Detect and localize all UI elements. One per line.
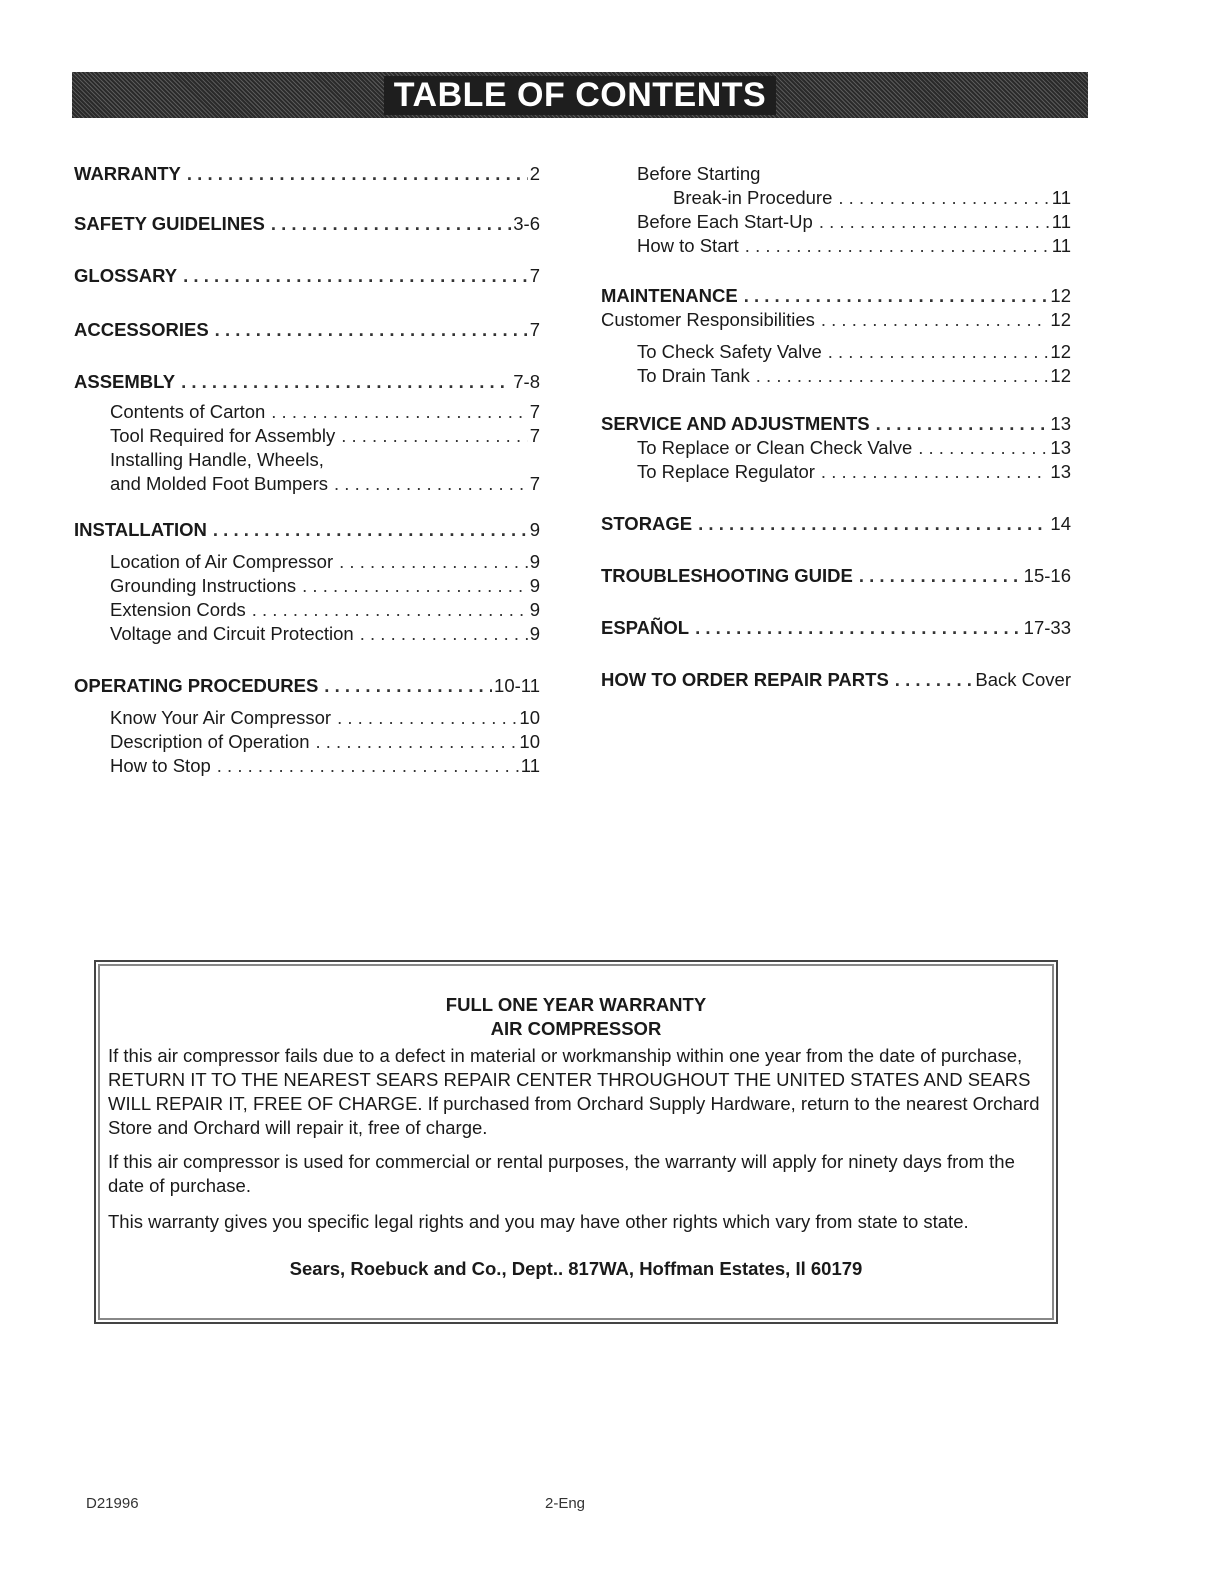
toc-entry-page: 9 xyxy=(529,519,540,540)
toc-entry-page: 12 xyxy=(1050,309,1071,330)
toc-entry xyxy=(601,616,1071,640)
toc-entry-label: MAINTENANCE xyxy=(601,285,738,306)
toc-leader-dots xyxy=(828,340,1049,364)
toc-leader-dots xyxy=(821,308,1049,332)
toc-leader-dots xyxy=(271,212,511,236)
toc-leader-dots xyxy=(745,234,1050,258)
toc-entry xyxy=(601,460,1071,484)
toc-leader-dots xyxy=(698,512,1048,536)
toc-entry-label: Tool Required for Assembly xyxy=(110,425,336,446)
toc-entry xyxy=(601,436,1071,460)
warranty-paragraph-3: This warranty gives you specific legal rights and you may have other rights which vary from state to state. xyxy=(108,1211,969,1232)
toc-leader-dots xyxy=(183,264,528,288)
toc-banner xyxy=(72,72,1088,118)
toc-entry xyxy=(74,400,540,424)
toc-entry-label: SAFETY GUIDELINES xyxy=(74,213,265,234)
toc-entry xyxy=(74,212,540,236)
toc-entry-label: ACCESSORIES xyxy=(74,319,209,340)
toc-entry xyxy=(74,622,540,646)
toc-entry xyxy=(601,284,1071,308)
toc-entry xyxy=(601,512,1071,536)
toc-entry-page: 10 xyxy=(519,707,540,728)
toc-entry-label: GLOSSARY xyxy=(74,265,178,286)
toc-leader-dots xyxy=(252,598,528,622)
toc-entry-label: To Check Safety Valve xyxy=(637,341,822,362)
toc-leader-dots xyxy=(334,472,528,496)
toc-entry-page: 11 xyxy=(520,755,540,776)
warranty-address: Sears, Roebuck and Co., Dept.. 817WA, Hoffman Estates, Il 60179 xyxy=(289,1258,863,1279)
toc-entry xyxy=(601,340,1071,364)
toc-entry xyxy=(601,668,1071,692)
document-number: D21996 xyxy=(86,1495,139,1512)
toc-leader-dots xyxy=(821,460,1049,484)
toc-entry-label: TROUBLESHOOTING GUIDE xyxy=(601,565,853,586)
toc-entry-label: How to Start xyxy=(637,235,739,256)
toc-entry-label: ASSEMBLY xyxy=(74,371,176,392)
toc-entry xyxy=(601,412,1071,436)
toc-entry-label: Location of Air Compressor xyxy=(110,551,334,572)
toc-entry-label: Before Each Start-Up xyxy=(637,211,813,232)
toc-entry-label: How to Stop xyxy=(110,755,211,776)
toc-entry-page: 11 xyxy=(1051,211,1071,232)
toc-entry-label: ESPAÑOL xyxy=(601,617,690,638)
toc-leader-dots xyxy=(756,364,1049,388)
toc-entry-page: 11 xyxy=(1051,235,1071,256)
toc-entry-page: 9 xyxy=(529,623,540,644)
toc-entry-label: WARRANTY xyxy=(74,163,181,184)
toc-entry xyxy=(601,186,1071,210)
warranty-paragraph-1: If this air compressor fails due to a defect in material or workmanship within one year from the date of purchase, RETURN IT TO THE NEAREST SEARS REPAIR CENTER THROUGHOUT THE UNITED STATES AND SEARS WILL REPAIR IT, FREE OF CHARGE. If purchased from Orchard Supply Hardware, return to the nearest Orchard Store and Orchard will repair it, free of charge. xyxy=(108,1045,1040,1138)
toc-entry xyxy=(74,162,540,186)
toc-leader-dots xyxy=(895,668,974,692)
toc-leader-dots xyxy=(302,574,528,598)
toc-entry-label: OPERATING PROCEDURES xyxy=(74,675,319,696)
toc-entry-page: 12 xyxy=(1050,365,1071,386)
toc-entry xyxy=(601,234,1071,258)
toc-entry xyxy=(74,318,540,342)
toc-leader-dots xyxy=(859,564,1022,588)
toc-entry-page: 14 xyxy=(1050,513,1071,534)
toc-entry xyxy=(74,754,540,778)
toc-entry xyxy=(601,564,1071,588)
toc-entry xyxy=(601,364,1071,388)
toc-entry xyxy=(74,706,540,730)
toc-entry-page: 3-6 xyxy=(513,213,540,234)
toc-entry xyxy=(74,518,540,542)
toc-entry-label: Grounding Instructions xyxy=(110,575,297,596)
toc-leader-dots xyxy=(337,706,517,730)
toc-entry-page: 7 xyxy=(529,473,540,494)
toc-entry-page: 12 xyxy=(1050,285,1071,306)
toc-entry xyxy=(74,370,540,394)
toc-entry-label: Contents of Carton xyxy=(110,401,266,422)
toc-entry-label: Description of Operation xyxy=(110,731,310,752)
banner-title: TABLE OF CONTENTS xyxy=(384,76,776,115)
toc-entry xyxy=(601,210,1071,234)
toc-entry-label: Break-in Procedure xyxy=(673,187,833,208)
toc-entry-label: SERVICE AND ADJUSTMENTS xyxy=(601,413,870,434)
toc-entry-page: 9 xyxy=(529,575,540,596)
toc-leader-dots xyxy=(181,370,511,394)
toc-entry-page: 13 xyxy=(1050,437,1071,458)
toc-entry xyxy=(74,674,540,698)
toc-entry-page: 9 xyxy=(529,551,540,572)
toc-entry-label: STORAGE xyxy=(601,513,693,534)
toc-entry-label: Voltage and Circuit Protection xyxy=(110,623,354,644)
toc-leader-dots xyxy=(341,424,528,448)
toc-entry-page: 7 xyxy=(529,401,540,422)
toc-entry-label: To Replace or Clean Check Valve xyxy=(637,437,913,458)
warranty-heading: FULL ONE YEAR WARRANTY xyxy=(445,994,707,1015)
toc-entry xyxy=(74,574,540,598)
toc-entry-page: Back Cover xyxy=(975,669,1071,690)
toc-leader-dots xyxy=(271,400,527,424)
toc-entry-label: and Molded Foot Bumpers xyxy=(110,473,329,494)
page-number: 2-Eng xyxy=(545,1495,586,1512)
toc-entry xyxy=(74,550,540,574)
toc-leader-dots xyxy=(187,162,528,186)
toc-leader-dots xyxy=(819,210,1050,234)
toc-leader-dots xyxy=(213,518,528,542)
toc-entry-label: To Replace Regulator xyxy=(637,461,815,482)
toc-entry-label: Know Your Air Compressor xyxy=(110,707,332,728)
toc-leader-dots xyxy=(324,674,492,698)
toc-entry-label: Customer Responsibilities xyxy=(601,309,815,330)
toc-entry-page: 7 xyxy=(529,425,540,446)
toc-leader-dots xyxy=(876,412,1049,436)
toc-entry-page: 10 xyxy=(519,731,540,752)
toc-entry xyxy=(74,448,540,472)
toc-entry-page: 13 xyxy=(1050,413,1071,434)
toc-entry-label: Before Starting xyxy=(637,163,761,184)
warranty-paragraph-2: If this air compressor is used for commercial or rental purposes, the warranty will apply for ninety days from the date of purchase. xyxy=(108,1151,1015,1196)
toc-entry xyxy=(74,472,540,496)
toc-leader-dots xyxy=(217,754,519,778)
toc-entry-page: 7 xyxy=(529,319,540,340)
toc-leader-dots xyxy=(360,622,528,646)
toc-leader-dots xyxy=(215,318,528,342)
toc-entry xyxy=(74,730,540,754)
toc-leader-dots xyxy=(316,730,518,754)
toc-entry xyxy=(74,598,540,622)
toc-entry-page: 12 xyxy=(1050,341,1071,362)
toc-entry-label: Installing Handle, Wheels, xyxy=(110,449,324,470)
toc-entry-page: 7-8 xyxy=(513,371,540,392)
toc-entry-label: INSTALLATION xyxy=(74,519,207,540)
toc-entry xyxy=(74,424,540,448)
toc-entry-page: 7 xyxy=(529,265,540,286)
toc-leader-dots xyxy=(838,186,1049,210)
toc-entry-page: 11 xyxy=(1051,187,1071,208)
toc-leader-dots xyxy=(918,436,1048,460)
toc-entry-page: 2 xyxy=(529,163,540,184)
warranty-subheading: AIR COMPRESSOR xyxy=(490,1018,662,1039)
toc-entry xyxy=(601,162,1071,186)
toc-leader-dots xyxy=(744,284,1049,308)
toc-entry-label: To Drain Tank xyxy=(637,365,750,386)
warranty-box xyxy=(94,960,1058,1324)
toc-entry-page: 9 xyxy=(529,599,540,620)
toc-leader-dots xyxy=(339,550,528,574)
toc-entry-page: 13 xyxy=(1050,461,1071,482)
toc-entry-page: 15-16 xyxy=(1023,565,1071,586)
toc-entry xyxy=(601,308,1071,332)
toc-entry-label: HOW TO ORDER REPAIR PARTS xyxy=(601,669,889,690)
toc-leader-dots xyxy=(695,616,1022,640)
toc-entry-page: 17-33 xyxy=(1023,617,1071,638)
toc-entry-label: Extension Cords xyxy=(110,599,246,620)
toc-entry-page: 10-11 xyxy=(494,675,540,696)
toc-entry xyxy=(74,264,540,288)
